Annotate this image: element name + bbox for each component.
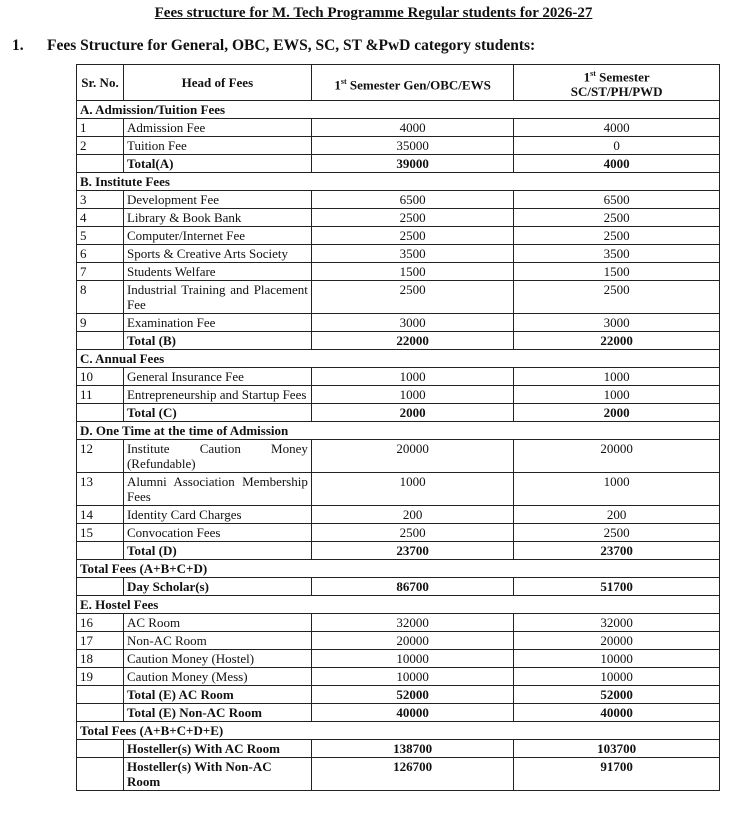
sr-cell: 7 [77, 263, 124, 281]
gen-cell: 2500 [311, 209, 514, 227]
table-row [77, 281, 720, 314]
table-row [77, 524, 720, 542]
section-label: C. Annual Fees [77, 350, 720, 368]
sc-cell: 10000 [514, 650, 720, 668]
sr-cell: 6 [77, 245, 124, 263]
gen-cell: 3500 [311, 245, 514, 263]
sr-cell [77, 155, 124, 173]
table-row [77, 506, 720, 524]
sc-cell: 1500 [514, 263, 720, 281]
total-row [77, 740, 720, 758]
gen-cell: 200 [311, 506, 514, 524]
sr-cell [77, 404, 124, 422]
sr-cell [77, 578, 124, 596]
table-row [77, 368, 720, 386]
sc-cell: 2500 [514, 281, 720, 314]
sr-cell: 4 [77, 209, 124, 227]
section-row [77, 560, 720, 578]
head-cell: Computer/Internet Fee [123, 227, 311, 245]
section-number: 1. [12, 37, 24, 54]
gen-cell: 39000 [311, 155, 514, 173]
total-row [77, 332, 720, 350]
head-cell: Total (B) [123, 332, 311, 350]
sc-cell: 6500 [514, 191, 720, 209]
header-sr-no: Sr. No. [77, 65, 124, 101]
sc-cell: 10000 [514, 668, 720, 686]
gen-cell: 1000 [311, 368, 514, 386]
section-row [77, 173, 720, 191]
section-label: D. One Time at the time of Admission [77, 422, 720, 440]
sc-cell: 3500 [514, 245, 720, 263]
gen-cell: 3000 [311, 314, 514, 332]
gen-cell: 1000 [311, 386, 514, 404]
sc-cell: 20000 [514, 440, 720, 473]
sr-cell: 19 [77, 668, 124, 686]
head-cell: Identity Card Charges [123, 506, 311, 524]
head-cell: Total (E) AC Room [123, 686, 311, 704]
sc-cell: 22000 [514, 332, 720, 350]
sc-cell: 1000 [514, 386, 720, 404]
table-row [77, 386, 720, 404]
sr-cell [77, 542, 124, 560]
table-row [77, 614, 720, 632]
gen-cell: 23700 [311, 542, 514, 560]
head-cell: Industrial Training and Placement Fee [123, 281, 311, 314]
table-row [77, 440, 720, 473]
sc-cell: 91700 [514, 758, 720, 791]
gen-cell: 2500 [311, 281, 514, 314]
table-header-row [77, 65, 720, 101]
header-gen: 1st Semester Gen/OBC/EWS [311, 65, 514, 101]
gen-cell: 126700 [311, 758, 514, 791]
sr-cell: 8 [77, 281, 124, 314]
gen-cell: 40000 [311, 704, 514, 722]
sc-cell: 1000 [514, 473, 720, 506]
total-row [77, 542, 720, 560]
sc-cell: 4000 [514, 119, 720, 137]
head-cell: Caution Money (Mess) [123, 668, 311, 686]
total-row [77, 155, 720, 173]
gen-cell: 22000 [311, 332, 514, 350]
section-label: A. Admission/Tuition Fees [77, 101, 720, 119]
sc-cell: 23700 [514, 542, 720, 560]
fees-table [76, 64, 720, 791]
total-row [77, 404, 720, 422]
gen-cell: 2500 [311, 227, 514, 245]
head-cell: AC Room [123, 614, 311, 632]
section-label: Total Fees (A+B+C+D) [77, 560, 720, 578]
total-row [77, 578, 720, 596]
gen-cell: 20000 [311, 632, 514, 650]
sr-cell: 17 [77, 632, 124, 650]
section-row [77, 350, 720, 368]
gen-cell: 32000 [311, 614, 514, 632]
sr-cell [77, 758, 124, 791]
table-row [77, 227, 720, 245]
head-cell: Day Scholar(s) [123, 578, 311, 596]
sr-cell: 11 [77, 386, 124, 404]
header-sc: 1st Semester SC/ST/PH/PWD [514, 65, 720, 101]
head-cell: Sports & Creative Arts Society [123, 245, 311, 263]
head-cell: Total (C) [123, 404, 311, 422]
head-cell: Total (E) Non-AC Room [123, 704, 311, 722]
sr-cell: 15 [77, 524, 124, 542]
head-cell: Institute Caution Money (Refundable) [123, 440, 311, 473]
table-row [77, 191, 720, 209]
section-heading [12, 37, 535, 55]
sc-cell: 51700 [514, 578, 720, 596]
sr-cell [77, 704, 124, 722]
section-row [77, 722, 720, 740]
gen-cell: 35000 [311, 137, 514, 155]
section-label: E. Hostel Fees [77, 596, 720, 614]
table-row [77, 209, 720, 227]
section-heading-text: Fees Structure for General, OBC, EWS, SC, ST &PwD category students: [47, 37, 536, 54]
sc-cell: 4000 [514, 155, 720, 173]
section-label: Total Fees (A+B+C+D+E) [77, 722, 720, 740]
head-cell: Hosteller(s) With Non-AC Room [123, 758, 311, 791]
gen-cell: 20000 [311, 440, 514, 473]
gen-cell: 138700 [311, 740, 514, 758]
table-row [77, 245, 720, 263]
head-cell: General Insurance Fee [123, 368, 311, 386]
section-row [77, 101, 720, 119]
table-row [77, 137, 720, 155]
section-row [77, 596, 720, 614]
document-title: Fees structure for M. Tech Programme Regular students for 2026-27 [154, 5, 593, 21]
section-row [77, 422, 720, 440]
sc-cell: 20000 [514, 632, 720, 650]
head-cell: Examination Fee [123, 314, 311, 332]
head-cell: Caution Money (Hostel) [123, 650, 311, 668]
gen-cell: 2000 [311, 404, 514, 422]
table-row [77, 632, 720, 650]
total-row [77, 704, 720, 722]
gen-cell: 6500 [311, 191, 514, 209]
sc-cell: 200 [514, 506, 720, 524]
gen-cell: 10000 [311, 668, 514, 686]
gen-cell: 1500 [311, 263, 514, 281]
head-cell: Total(A) [123, 155, 311, 173]
sr-cell: 16 [77, 614, 124, 632]
head-cell: Non-AC Room [123, 632, 311, 650]
sc-cell: 32000 [514, 614, 720, 632]
table-row [77, 119, 720, 137]
sr-cell: 1 [77, 119, 124, 137]
gen-cell: 86700 [311, 578, 514, 596]
head-cell: Tuition Fee [123, 137, 311, 155]
head-cell: Admission Fee [123, 119, 311, 137]
sr-cell: 10 [77, 368, 124, 386]
sc-cell: 2500 [514, 209, 720, 227]
sr-cell: 3 [77, 191, 124, 209]
head-cell: Hosteller(s) With AC Room [123, 740, 311, 758]
total-row [77, 686, 720, 704]
sc-cell: 2500 [514, 227, 720, 245]
sr-cell: 14 [77, 506, 124, 524]
sc-cell: 103700 [514, 740, 720, 758]
sr-cell [77, 332, 124, 350]
sr-cell: 2 [77, 137, 124, 155]
head-cell: Students Welfare [123, 263, 311, 281]
sc-cell: 2000 [514, 404, 720, 422]
table-row [77, 668, 720, 686]
sc-cell: 1000 [514, 368, 720, 386]
sr-cell: 18 [77, 650, 124, 668]
head-cell: Convocation Fees [123, 524, 311, 542]
gen-cell: 4000 [311, 119, 514, 137]
head-cell: Library & Book Bank [123, 209, 311, 227]
sc-cell: 40000 [514, 704, 720, 722]
sr-cell: 13 [77, 473, 124, 506]
head-cell: Entrepreneurship and Startup Fees [123, 386, 311, 404]
head-cell: Total (D) [123, 542, 311, 560]
gen-cell: 10000 [311, 650, 514, 668]
sr-cell: 12 [77, 440, 124, 473]
sc-cell: 2500 [514, 524, 720, 542]
header-head-of-fees: Head of Fees [123, 65, 311, 101]
sr-cell [77, 740, 124, 758]
gen-cell: 2500 [311, 524, 514, 542]
head-cell: Alumni Association Membership Fees [123, 473, 311, 506]
table-row [77, 650, 720, 668]
sr-cell [77, 686, 124, 704]
sc-cell: 3000 [514, 314, 720, 332]
total-row [77, 758, 720, 791]
sc-cell: 0 [514, 137, 720, 155]
sc-cell: 52000 [514, 686, 720, 704]
head-cell: Development Fee [123, 191, 311, 209]
gen-cell: 1000 [311, 473, 514, 506]
gen-cell: 52000 [311, 686, 514, 704]
table-row [77, 314, 720, 332]
sr-cell: 9 [77, 314, 124, 332]
sr-cell: 5 [77, 227, 124, 245]
section-label: B. Institute Fees [77, 173, 720, 191]
table-row [77, 473, 720, 506]
table-row [77, 263, 720, 281]
